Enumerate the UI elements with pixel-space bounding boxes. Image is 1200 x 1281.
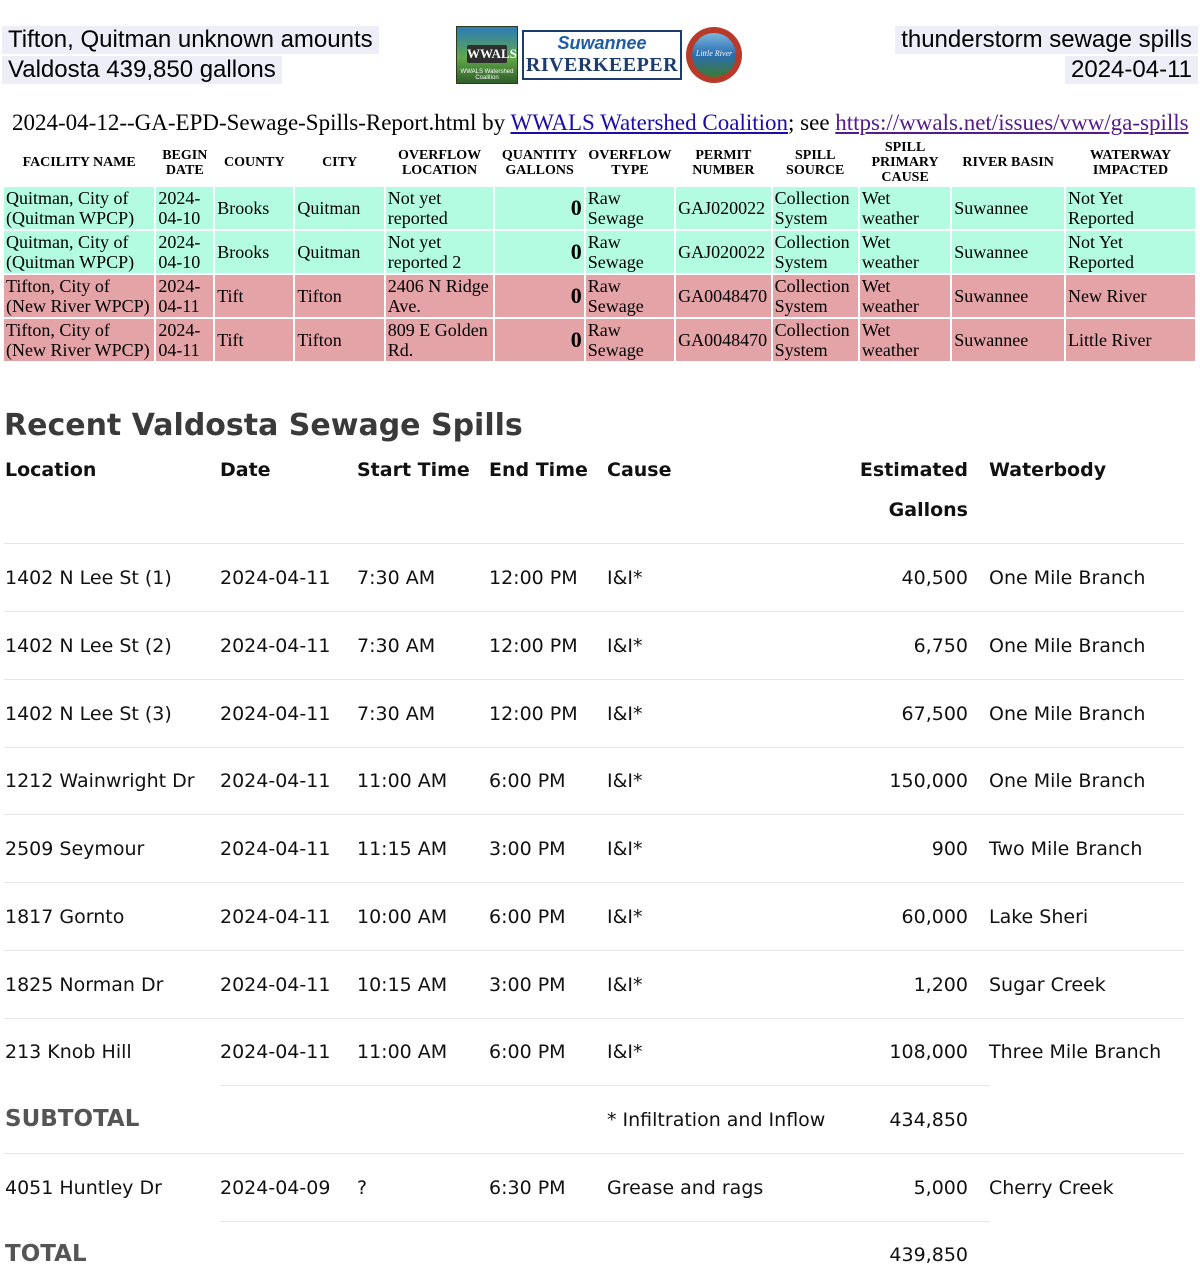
col-header-start-time: Start Time xyxy=(357,459,470,481)
spill-cause: I&I* xyxy=(607,974,643,996)
col-header-date: Date xyxy=(220,459,271,481)
epd-cell: Wet weather xyxy=(860,187,950,229)
epd-cell: GAJ020022 xyxy=(676,231,770,273)
epd-cell: 0 xyxy=(495,275,583,317)
spill-end-time: 6:00 PM xyxy=(489,1041,566,1063)
spill-waterbody: Lake Sheri xyxy=(989,906,1089,928)
epd-cell: Wet weather xyxy=(860,319,950,361)
spill-gallons: 5,000 xyxy=(913,1177,968,1199)
spill-date: 2024-04-11 xyxy=(220,770,331,792)
epd-cell: GAJ020022 xyxy=(676,187,770,229)
spill-end-time: 6:00 PM xyxy=(489,770,566,792)
spill-end-time: 3:00 PM xyxy=(489,974,566,996)
spill-location: 1402 N Lee St (1) xyxy=(5,567,172,589)
epd-row xyxy=(4,275,1195,317)
epd-header-cell: OVERFLOW TYPE xyxy=(588,147,672,178)
epd-cell: Brooks xyxy=(215,187,293,229)
epd-cell: Wet weather xyxy=(860,275,950,317)
epd-cell: Brooks xyxy=(215,231,293,273)
col-header-gallons-line2: Gallons xyxy=(888,499,968,521)
spill-date: 2024-04-11 xyxy=(220,635,331,657)
spill-end-time: 3:00 PM xyxy=(489,838,566,860)
srk-logo-line1: Suwannee xyxy=(557,33,647,53)
epd-header-cell: QUANTITY GALLONS xyxy=(501,147,578,178)
header-right-line1: thunderstorm sewage spills xyxy=(895,26,1198,54)
spill-start-time: 10:15 AM xyxy=(357,974,448,996)
spill-location: 2509 Seymour xyxy=(5,838,145,860)
wwals-logo[interactable] xyxy=(456,26,518,84)
subtotal-footnote: * Infiltration and Inflow xyxy=(607,1109,826,1131)
spill-waterbody: Three Mile Branch xyxy=(989,1041,1162,1063)
epd-cell: 0 xyxy=(495,187,583,229)
epd-cell: Raw Sewage xyxy=(586,275,674,317)
header-left-line2: Valdosta 439,850 gallons xyxy=(2,56,282,84)
spill-end-time: 6:00 PM xyxy=(489,906,566,928)
epd-cell: Tifton, City of (New River WPCP) xyxy=(4,319,154,361)
epd-cell: Collection System xyxy=(773,187,858,229)
spill-waterbody: One Mile Branch xyxy=(989,635,1146,657)
epd-row xyxy=(4,187,1195,229)
epd-cell: 2024-04-10 xyxy=(156,231,213,273)
spill-waterbody: Cherry Creek xyxy=(989,1177,1114,1199)
epd-header-cell: COUNTY xyxy=(223,155,285,170)
spill-date: 2024-04-11 xyxy=(220,1041,331,1063)
epd-cell: Tifton xyxy=(295,319,383,361)
epd-row xyxy=(4,231,1195,273)
spill-cause: I&I* xyxy=(607,703,643,725)
divider xyxy=(220,1221,990,1222)
spill-cause: I&I* xyxy=(607,1041,643,1063)
epd-header-row xyxy=(4,140,1195,185)
spill-end-time: 6:30 PM xyxy=(489,1177,566,1199)
epd-cell: Tifton, City of (New River WPCP) xyxy=(4,275,154,317)
total-label: TOTAL xyxy=(5,1241,87,1267)
little-river-logo[interactable] xyxy=(686,27,742,83)
spill-cause: I&I* xyxy=(607,906,643,928)
spill-waterbody: One Mile Branch xyxy=(989,567,1146,589)
spill-gallons: 900 xyxy=(931,838,968,860)
epd-cell: GA0048470 xyxy=(676,275,770,317)
col-header-location: Location xyxy=(5,459,97,481)
epd-header-cell: SPILL PRIMARY CAUSE xyxy=(871,140,939,185)
epd-cell: New River xyxy=(1066,275,1195,317)
spill-date: 2024-04-11 xyxy=(220,974,331,996)
epd-header-cell: BEGIN DATE xyxy=(162,147,208,178)
epd-cell: Not yet reported xyxy=(386,187,494,229)
spill-end-time: 12:00 PM xyxy=(489,703,578,725)
header-right-line2: 2024-04-11 xyxy=(1065,56,1198,84)
epd-cell: Collection System xyxy=(773,275,858,317)
spill-location: 4051 Huntley Dr xyxy=(5,1177,162,1199)
spill-start-time: 11:15 AM xyxy=(357,838,448,860)
epd-header-cell: PERMIT NUMBER xyxy=(692,147,755,178)
spill-start-time: 11:00 AM xyxy=(357,770,448,792)
epd-cell: 0 xyxy=(495,319,583,361)
srk-logo-line2: RIVERKEEPER xyxy=(525,54,679,76)
epd-spills-table xyxy=(2,138,1197,363)
divider xyxy=(4,814,1184,815)
wwals-logo-sub: WWALS Watershed Coalition xyxy=(460,69,514,81)
col-header-cause: Cause xyxy=(607,459,672,481)
divider xyxy=(220,1085,990,1086)
epd-cell: Not Yet Reported xyxy=(1066,187,1195,229)
epd-cell: 2024-04-10 xyxy=(156,187,213,229)
spill-start-time: 7:30 AM xyxy=(357,635,436,657)
epd-header-cell: CITY xyxy=(322,155,358,170)
little-river-logo-label: Little River xyxy=(695,49,733,58)
epd-cell: Tifton xyxy=(295,275,383,317)
spill-cause: I&I* xyxy=(607,635,643,657)
spill-cause: I&I* xyxy=(607,567,643,589)
spill-waterbody: One Mile Branch xyxy=(989,770,1146,792)
subtotal-gallons: 434,850 xyxy=(889,1109,968,1131)
epd-row xyxy=(4,319,1195,361)
spill-date: 2024-04-11 xyxy=(220,567,331,589)
spill-cause: Grease and rags xyxy=(607,1177,764,1199)
divider xyxy=(4,1018,1184,1019)
spill-location: 213 Knob Hill xyxy=(5,1041,132,1063)
ga-spills-link[interactable]: https://wwals.net/issues/vww/ga-spills xyxy=(835,110,1189,135)
suwannee-riverkeeper-logo[interactable] xyxy=(522,30,682,80)
spill-location: 1402 N Lee St (3) xyxy=(5,703,172,725)
spill-gallons: 6,750 xyxy=(913,635,968,657)
spill-start-time: ? xyxy=(357,1177,368,1199)
epd-cell: Tift xyxy=(215,319,293,361)
spill-location: 1825 Norman Dr xyxy=(5,974,164,996)
spill-start-time: 11:00 AM xyxy=(357,1041,448,1063)
divider xyxy=(4,882,1184,883)
epd-cell: Raw Sewage xyxy=(586,319,674,361)
epd-cell: Collection System xyxy=(773,319,858,361)
spill-location: 1817 Gornto xyxy=(5,906,125,928)
epd-cell: Suwannee xyxy=(952,275,1064,317)
epd-cell: 809 E Golden Rd. xyxy=(386,319,494,361)
epd-cell: Quitman xyxy=(295,187,383,229)
spill-date: 2024-04-11 xyxy=(220,906,331,928)
spill-end-time: 12:00 PM xyxy=(489,567,578,589)
spill-date: 2024-04-11 xyxy=(220,703,331,725)
epd-cell: Suwannee xyxy=(952,319,1064,361)
epd-cell: 2024-04-11 xyxy=(156,275,213,317)
spill-date: 2024-04-09 xyxy=(220,1177,331,1199)
spill-location: 1212 Wainwright Dr xyxy=(5,770,195,792)
epd-cell: Quitman, City of (Quitman WPCP) xyxy=(4,187,154,229)
spill-waterbody: One Mile Branch xyxy=(989,703,1146,725)
spill-start-time: 7:30 AM xyxy=(357,703,436,725)
epd-cell: Wet weather xyxy=(860,231,950,273)
subtotal-label: SUBTOTAL xyxy=(5,1106,140,1132)
report-line xyxy=(12,110,1189,136)
epd-cell: 2024-04-11 xyxy=(156,319,213,361)
spill-waterbody: Two Mile Branch xyxy=(989,838,1143,860)
epd-cell: Not Yet Reported xyxy=(1066,231,1195,273)
epd-cell: Raw Sewage xyxy=(586,231,674,273)
epd-cell: Suwannee xyxy=(952,187,1064,229)
spill-date: 2024-04-11 xyxy=(220,838,331,860)
spill-gallons: 67,500 xyxy=(901,703,968,725)
valdosta-heading: Recent Valdosta Sewage Spills xyxy=(4,408,523,443)
header-left-line1: Tifton, Quitman unknown amounts xyxy=(2,26,379,54)
logo-strip xyxy=(456,26,742,84)
spill-cause: I&I* xyxy=(607,770,643,792)
epd-header-cell: OVERFLOW LOCATION xyxy=(397,147,482,178)
report-filename: 2024-04-12--GA-EPD-Sewage-Spills-Report.html by xyxy=(12,110,511,135)
spill-location: 1402 N Lee St (2) xyxy=(5,635,172,657)
wwals-link[interactable]: WWALS Watershed Coalition xyxy=(510,110,789,135)
spill-gallons: 150,000 xyxy=(889,770,968,792)
divider xyxy=(4,747,1184,748)
spill-start-time: 10:00 AM xyxy=(357,906,448,928)
epd-cell: Quitman xyxy=(295,231,383,273)
spill-end-time: 12:00 PM xyxy=(489,635,578,657)
epd-header-cell: RIVER BASIN xyxy=(962,155,1054,170)
report-middle: ; see xyxy=(788,110,836,135)
spill-waterbody: Sugar Creek xyxy=(989,974,1106,996)
epd-cell: Not yet reported 2 xyxy=(386,231,494,273)
total-gallons: 439,850 xyxy=(889,1244,968,1266)
col-header-waterbody: Waterbody xyxy=(989,459,1107,481)
epd-cell: Quitman, City of (Quitman WPCP) xyxy=(4,231,154,273)
epd-header-cell: FACILITY NAME xyxy=(22,155,136,170)
divider xyxy=(4,1153,1184,1154)
spill-gallons: 108,000 xyxy=(889,1041,968,1063)
spill-gallons: 40,500 xyxy=(901,567,968,589)
divider xyxy=(4,543,1184,544)
epd-header-cell: SPILL SOURCE xyxy=(786,147,845,178)
epd-cell: Collection System xyxy=(773,231,858,273)
spill-gallons: 1,200 xyxy=(913,974,968,996)
epd-cell: Raw Sewage xyxy=(586,187,674,229)
epd-cell: 2406 N Ridge Ave. xyxy=(386,275,494,317)
epd-cell: 0 xyxy=(495,231,583,273)
divider xyxy=(4,679,1184,680)
epd-cell: Tift xyxy=(215,275,293,317)
divider xyxy=(4,611,1184,612)
spill-cause: I&I* xyxy=(607,838,643,860)
col-header-end-time: End Time xyxy=(489,459,588,481)
epd-cell: Suwannee xyxy=(952,231,1064,273)
spill-start-time: 7:30 AM xyxy=(357,567,436,589)
wwals-logo-badge: WWALS xyxy=(467,46,517,61)
col-header-gallons-line1: Estimated xyxy=(859,459,968,481)
epd-cell: Little River xyxy=(1066,319,1195,361)
epd-header-cell: WATERWAY IMPACTED xyxy=(1089,147,1172,178)
divider xyxy=(4,950,1184,951)
epd-cell: GA0048470 xyxy=(676,319,770,361)
spill-gallons: 60,000 xyxy=(901,906,968,928)
